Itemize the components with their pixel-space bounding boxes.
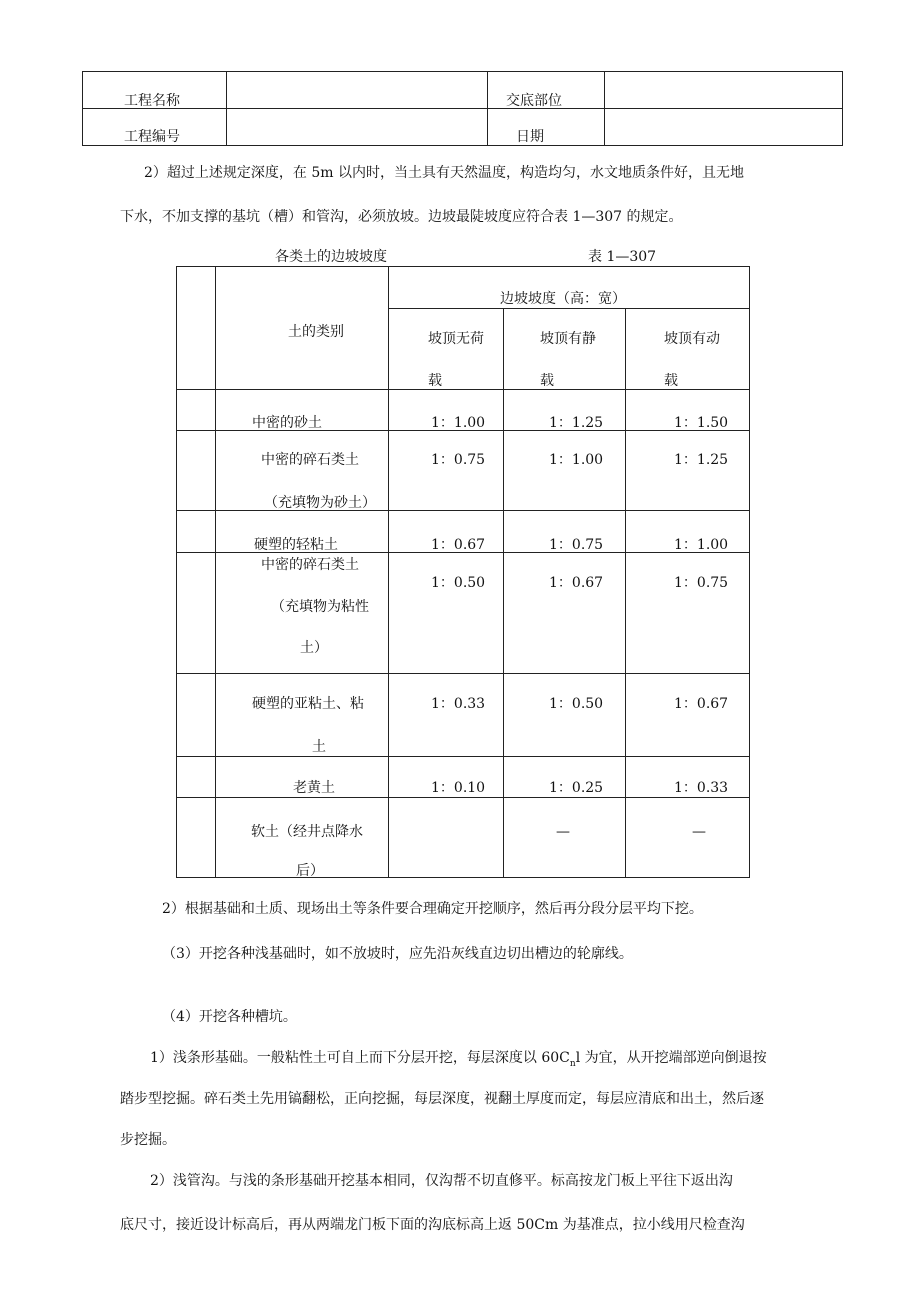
slope-value: 1：0.67 [431,537,486,553]
paragraph-5-subscript: n [569,1058,576,1069]
static-load-header-line-1: 坡顶有静 [540,331,596,347]
static-load-header-cell [504,309,626,390]
slope-group-header: 边坡坡度（高：宽） [500,291,626,307]
table-row [177,390,750,431]
soil-type: 老黄土 [293,780,335,796]
dynamic-load-header-line-2: 载 [664,373,678,389]
slope-value: 1：0.33 [431,696,486,712]
handover-part-label-cell [488,72,605,109]
project-info-table [82,71,843,146]
slope-value: 1：0.75 [549,537,604,553]
index-header-cell [177,267,216,390]
info-row-project-name [83,72,843,109]
slope-value: 1：0.75 [674,575,729,591]
soil-type: 中密的砂土 [252,415,322,431]
paragraph-6-line-2: 底尺寸，接近设计标高后，再从两端龙门板下面的沟底标高上返 50Cm 为基准点，拉小线用尺检查沟 [120,1217,745,1233]
table-row [177,757,750,798]
project-number-value [227,109,488,146]
soil-type-note: （充填物为砂土） [264,495,376,511]
slope-value: 1：1.25 [674,452,729,468]
no-load-header-line-2: 载 [428,373,442,389]
handover-part-label: 交底部位 [506,93,562,109]
slope-value: 1：0.50 [431,575,486,591]
slope-value: 1：1.00 [674,537,729,553]
dynamic-load-header-line-1: 坡顶有动 [664,331,720,347]
slope-value: 1：0.10 [431,780,486,796]
soil-type: 硬塑的轻粘土 [254,537,338,553]
paragraph-5-line-1 [150,1047,767,1069]
date-label: 日期 [516,129,544,145]
project-name-label-cell [83,72,227,109]
slope-table-number: 表 1—307 [588,249,657,265]
slope-value: 1：0.67 [674,696,729,712]
handover-part-value [605,72,843,109]
soil-type: 中密的碎石类土 [261,557,359,573]
slope-value-dash: — [692,824,706,840]
soil-type-header: 土的类别 [288,324,344,340]
project-number-label: 工程编号 [124,129,180,145]
paragraph-5-line-2: 踏步型挖掘。碎石类土先用镐翻松，正向挖掘，每层深度，视翻土厚度而定，每层应清底和出土，然后逐 [120,1091,764,1107]
table-row [177,431,750,511]
slope-value: 1：1.50 [674,415,729,431]
soil-type: 软土（经井点降水 [251,824,363,840]
paragraph-3: （3）开挖各种浅基础时，如不放坡时，应先沿灰线直边切出槽边的轮廓线。 [162,946,633,962]
paragraph-4: （4）开挖各种槽坑。 [162,1009,297,1025]
project-number-label-cell [83,109,227,146]
slope-table [176,266,750,878]
soil-type: 硬塑的亚粘土、粘 [252,696,364,712]
table-row [177,674,750,757]
date-label-cell [488,109,605,146]
soil-type-header-cell [216,267,389,390]
project-name-label: 工程名称 [124,93,180,109]
table-row [177,553,750,674]
slope-value: 1：1.25 [549,415,604,431]
slope-header-row-1 [177,267,750,309]
no-load-header-line-1: 坡顶无荷 [428,331,484,347]
paragraph-6-line-1: 2）浅管沟。与浅的条形基础开挖基本相同，仅沟帮不切直修平。标高按龙门板上平往下返出沟 [150,1173,733,1189]
soil-type-note: 土） [300,640,328,656]
soil-type-note: （充填物为粘性 [271,599,369,615]
project-name-value [227,72,488,109]
slope-value: 1：0.75 [431,452,486,468]
intro-line-2: 下水，不加支撑的基坑（槽）和管沟，必须放坡。边坡最陡坡度应符合表 1—307 的规定。 [120,209,683,225]
slope-value: 1：0.25 [549,780,604,796]
no-load-header-cell [389,309,504,390]
paragraph-5-line-1-b: l 为宜，从开挖端部逆向倒退按 [575,1050,767,1066]
table-row [177,511,750,553]
slope-value: 1：0.33 [674,780,729,796]
soil-type-note: 后） [296,863,324,879]
info-row-project-number [83,109,843,146]
slope-group-header-cell [389,267,750,309]
dynamic-load-header-cell [626,309,750,390]
table-row [177,798,750,878]
slope-value: 1：1.00 [431,415,486,431]
slope-value-dash: — [556,824,570,840]
soil-type: 中密的碎石类土 [261,452,359,468]
slope-value: 1：1.00 [549,452,604,468]
paragraph-5-line-3: 步挖掘。 [120,1132,176,1148]
soil-type-note: 土 [312,739,326,755]
paragraph-5-line-1-a: 1）浅条形基础。一般粘性土可自上而下分层开挖，每层深度以 60C [150,1050,570,1066]
slope-value: 1：0.67 [549,575,604,591]
static-load-header-line-2: 载 [540,373,554,389]
paragraph-2: 2）根据基础和土质、现场出土等条件要合理确定开挖顺序，然后再分段分层平均下挖。 [162,901,703,917]
intro-line-1: 2）超过上述规定深度，在 5m 以内时，当土具有天然温度，构造均匀，水文地质条件好，且无地 [144,165,744,181]
slope-value: 1：0.50 [549,696,604,712]
slope-table-caption: 各类土的边坡坡度 [275,249,387,265]
date-value [605,109,843,146]
